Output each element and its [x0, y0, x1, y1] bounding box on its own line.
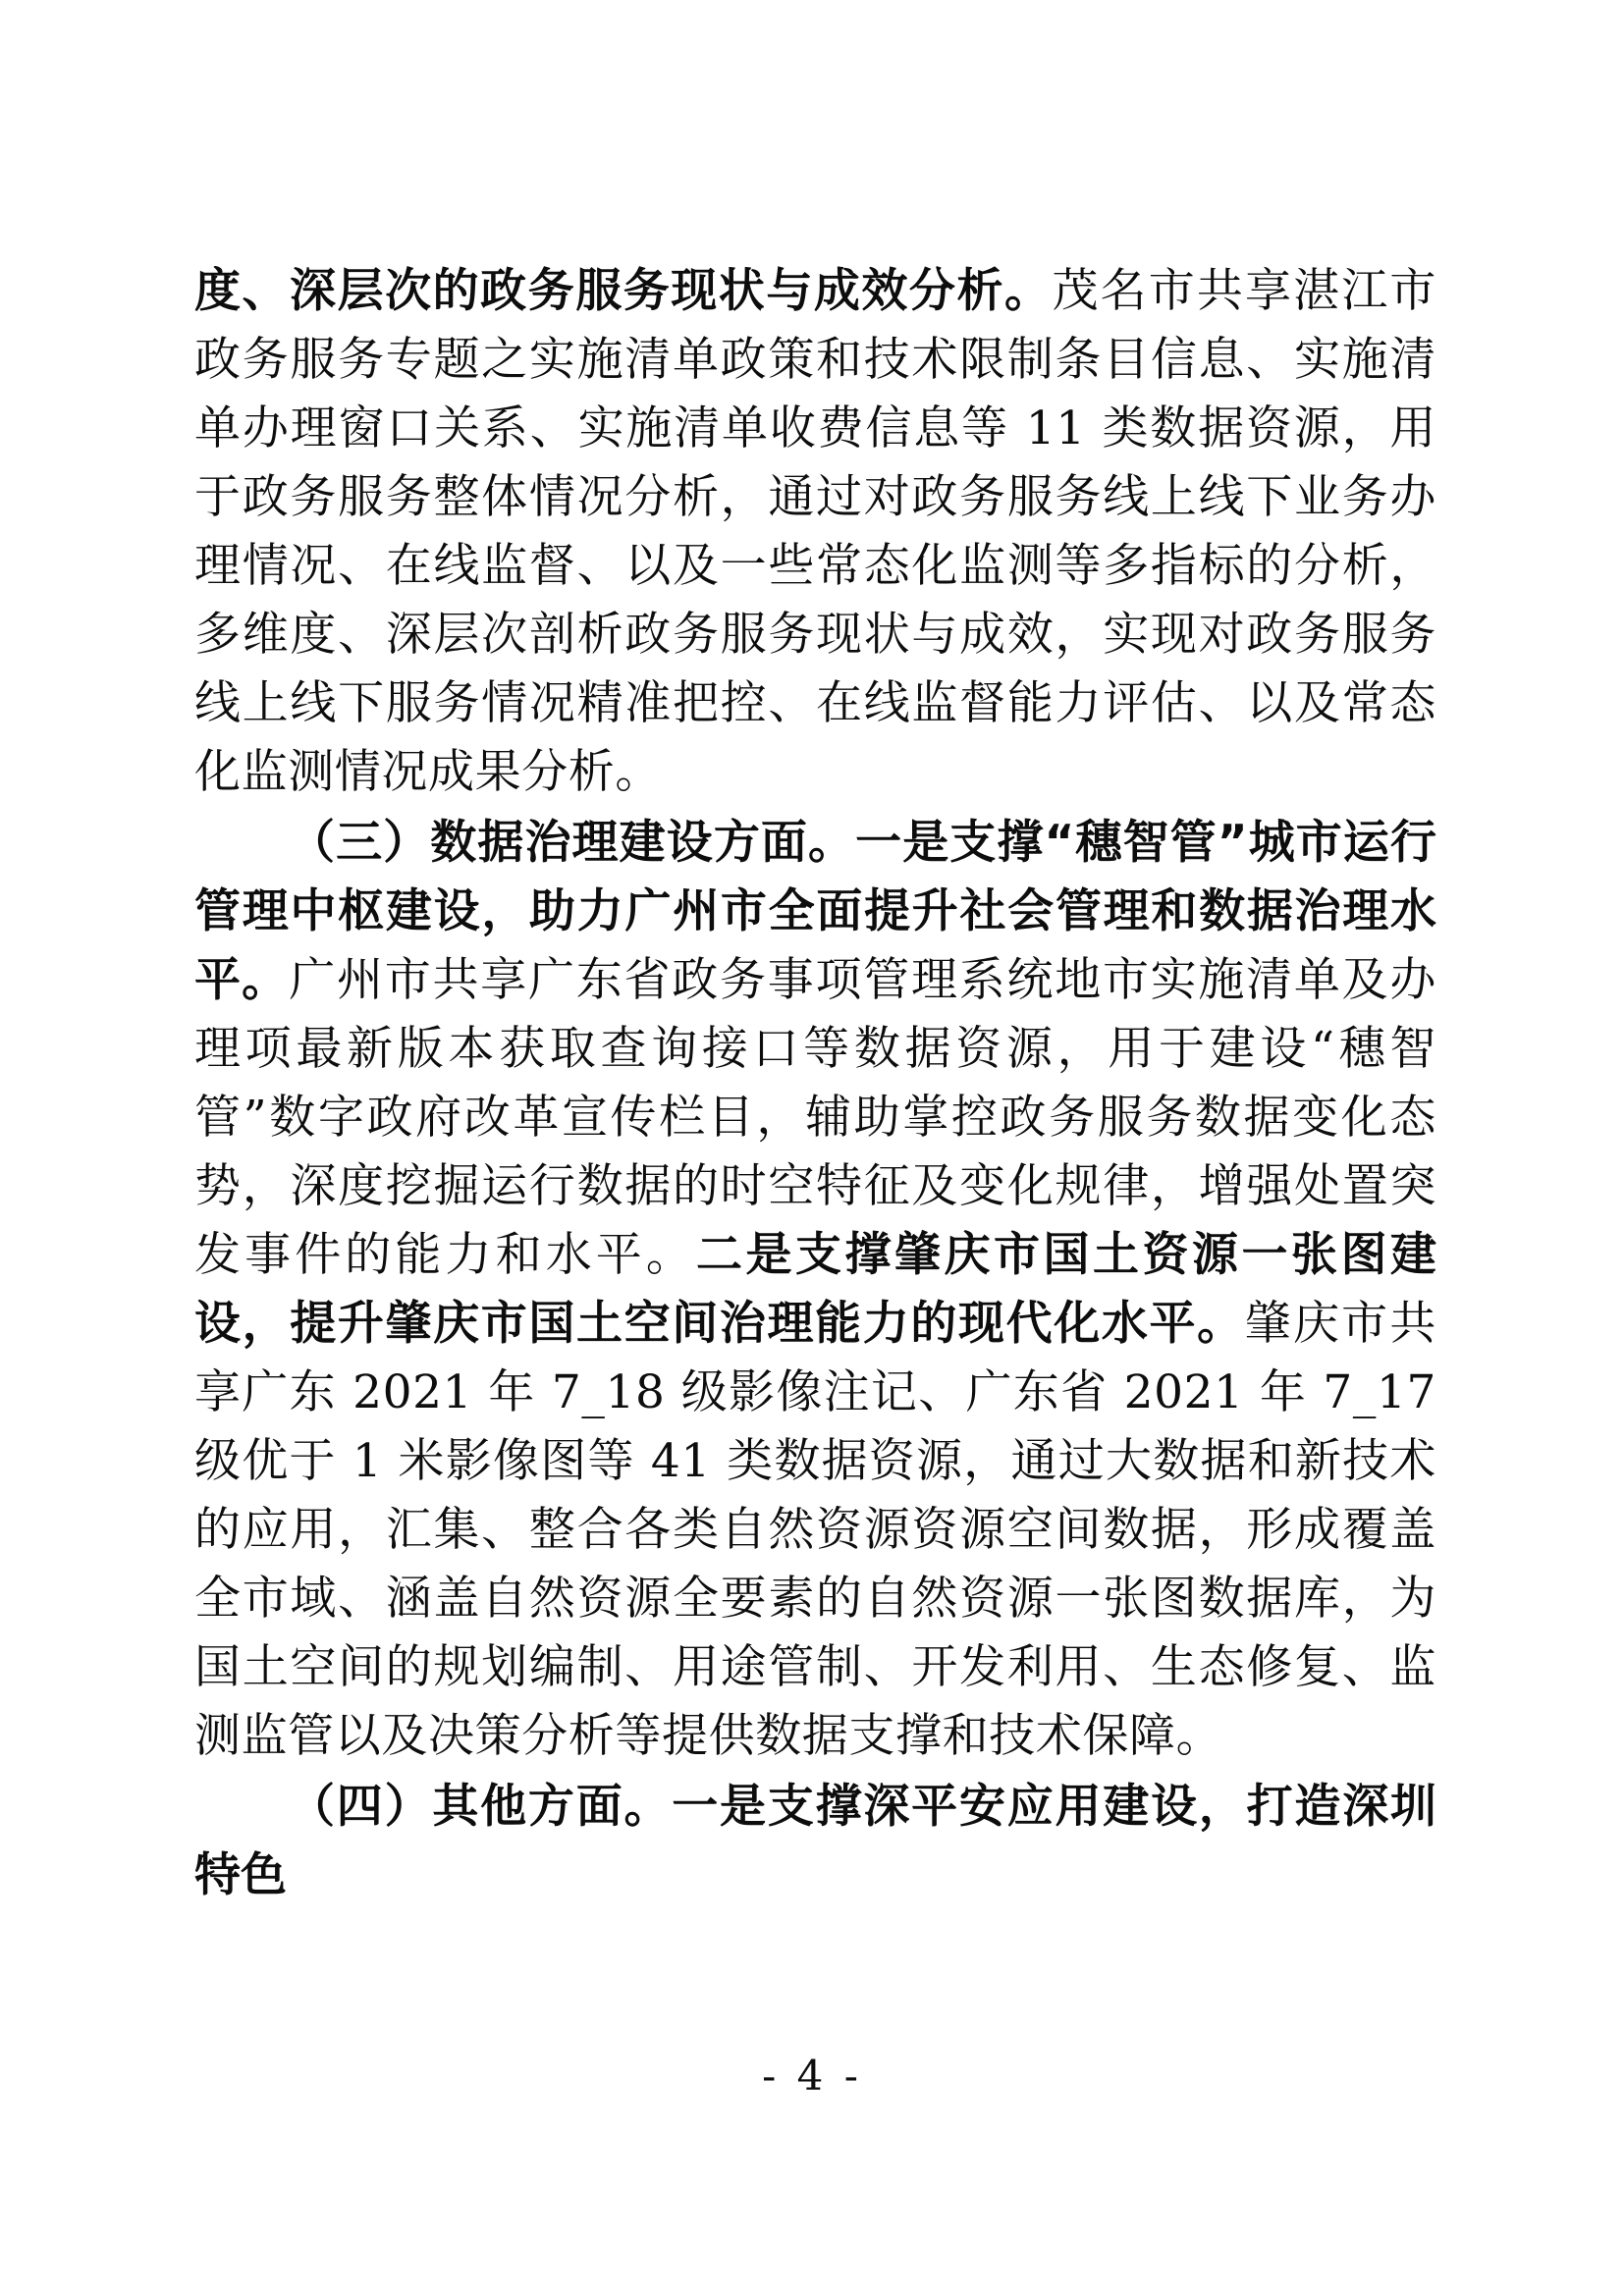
para-continued-governance-service	[194, 257, 1436, 807]
para-section-four-other	[194, 1773, 1436, 1910]
document-body	[194, 257, 1436, 1910]
emphasis-run: （四）其他方面。一是支撑深平安应用建设，打造深圳特色	[194, 1780, 1436, 1902]
page-number: - 4 -	[762, 2052, 862, 2100]
para-section-three-data-governance	[194, 809, 1436, 1771]
emphasis-run: （三）数据治理建设方面。一是支撑“穗智管”城市运行管理中枢建设，助力广州市全面提升社会管理和数据治理水平。	[194, 816, 1436, 1007]
text-run: 茂名市共享湛江市政务服务专题之实施清单政策和技术限制条目信息、实施清单办理窗口关系、实施清单收费信息等 11 类数据资源，用于政务服务整体情况分析，通过对政务服务线上线下业务办理情况、在线监督、以及一些常态化监测等多指标的分析，多维度、深层次剖析政务服务现状与成效，实现对政务服务线上线下服务情况精准把控、在线监督能力评估、以及常态化监测情况成果分析。	[194, 264, 1436, 799]
emphasis-run: 度、深层次的政务服务现状与成效分析。	[194, 264, 1053, 318]
emphasis-run: 二是支撑肇庆市国土资源一张图建设，提升肇庆市国土空间治理能力的现代化水平。	[194, 1228, 1436, 1351]
text-run: 广州市共享广东省政务事项管理系统地市实施清单及办理项最新版本获取查询接口等数据资源，用于建设“穗智管”数字政府改革宣传栏目，辅助掌控政务服务数据变化态势，深度挖掘运行数据的时空特征及变化规律，增强处置突发事件的能力和水平。	[194, 953, 1437, 1282]
text-run: 肇庆市共享广东 2021 年 7_18 级影像注记、广东省 2021 年 7_17 级优于 1 米影像图等 41 类数据资源，通过大数据和新技术的应用，汇集、整合各类自然资源资源空间数据，形成覆盖全市域、涵盖自然资源全要素的自然资源一张图数据库，为国土空间的规划编制、用途管制、开发利用、生态修复、监测监管以及决策分析等提供数据支撑和技术保障。	[194, 1297, 1437, 1763]
